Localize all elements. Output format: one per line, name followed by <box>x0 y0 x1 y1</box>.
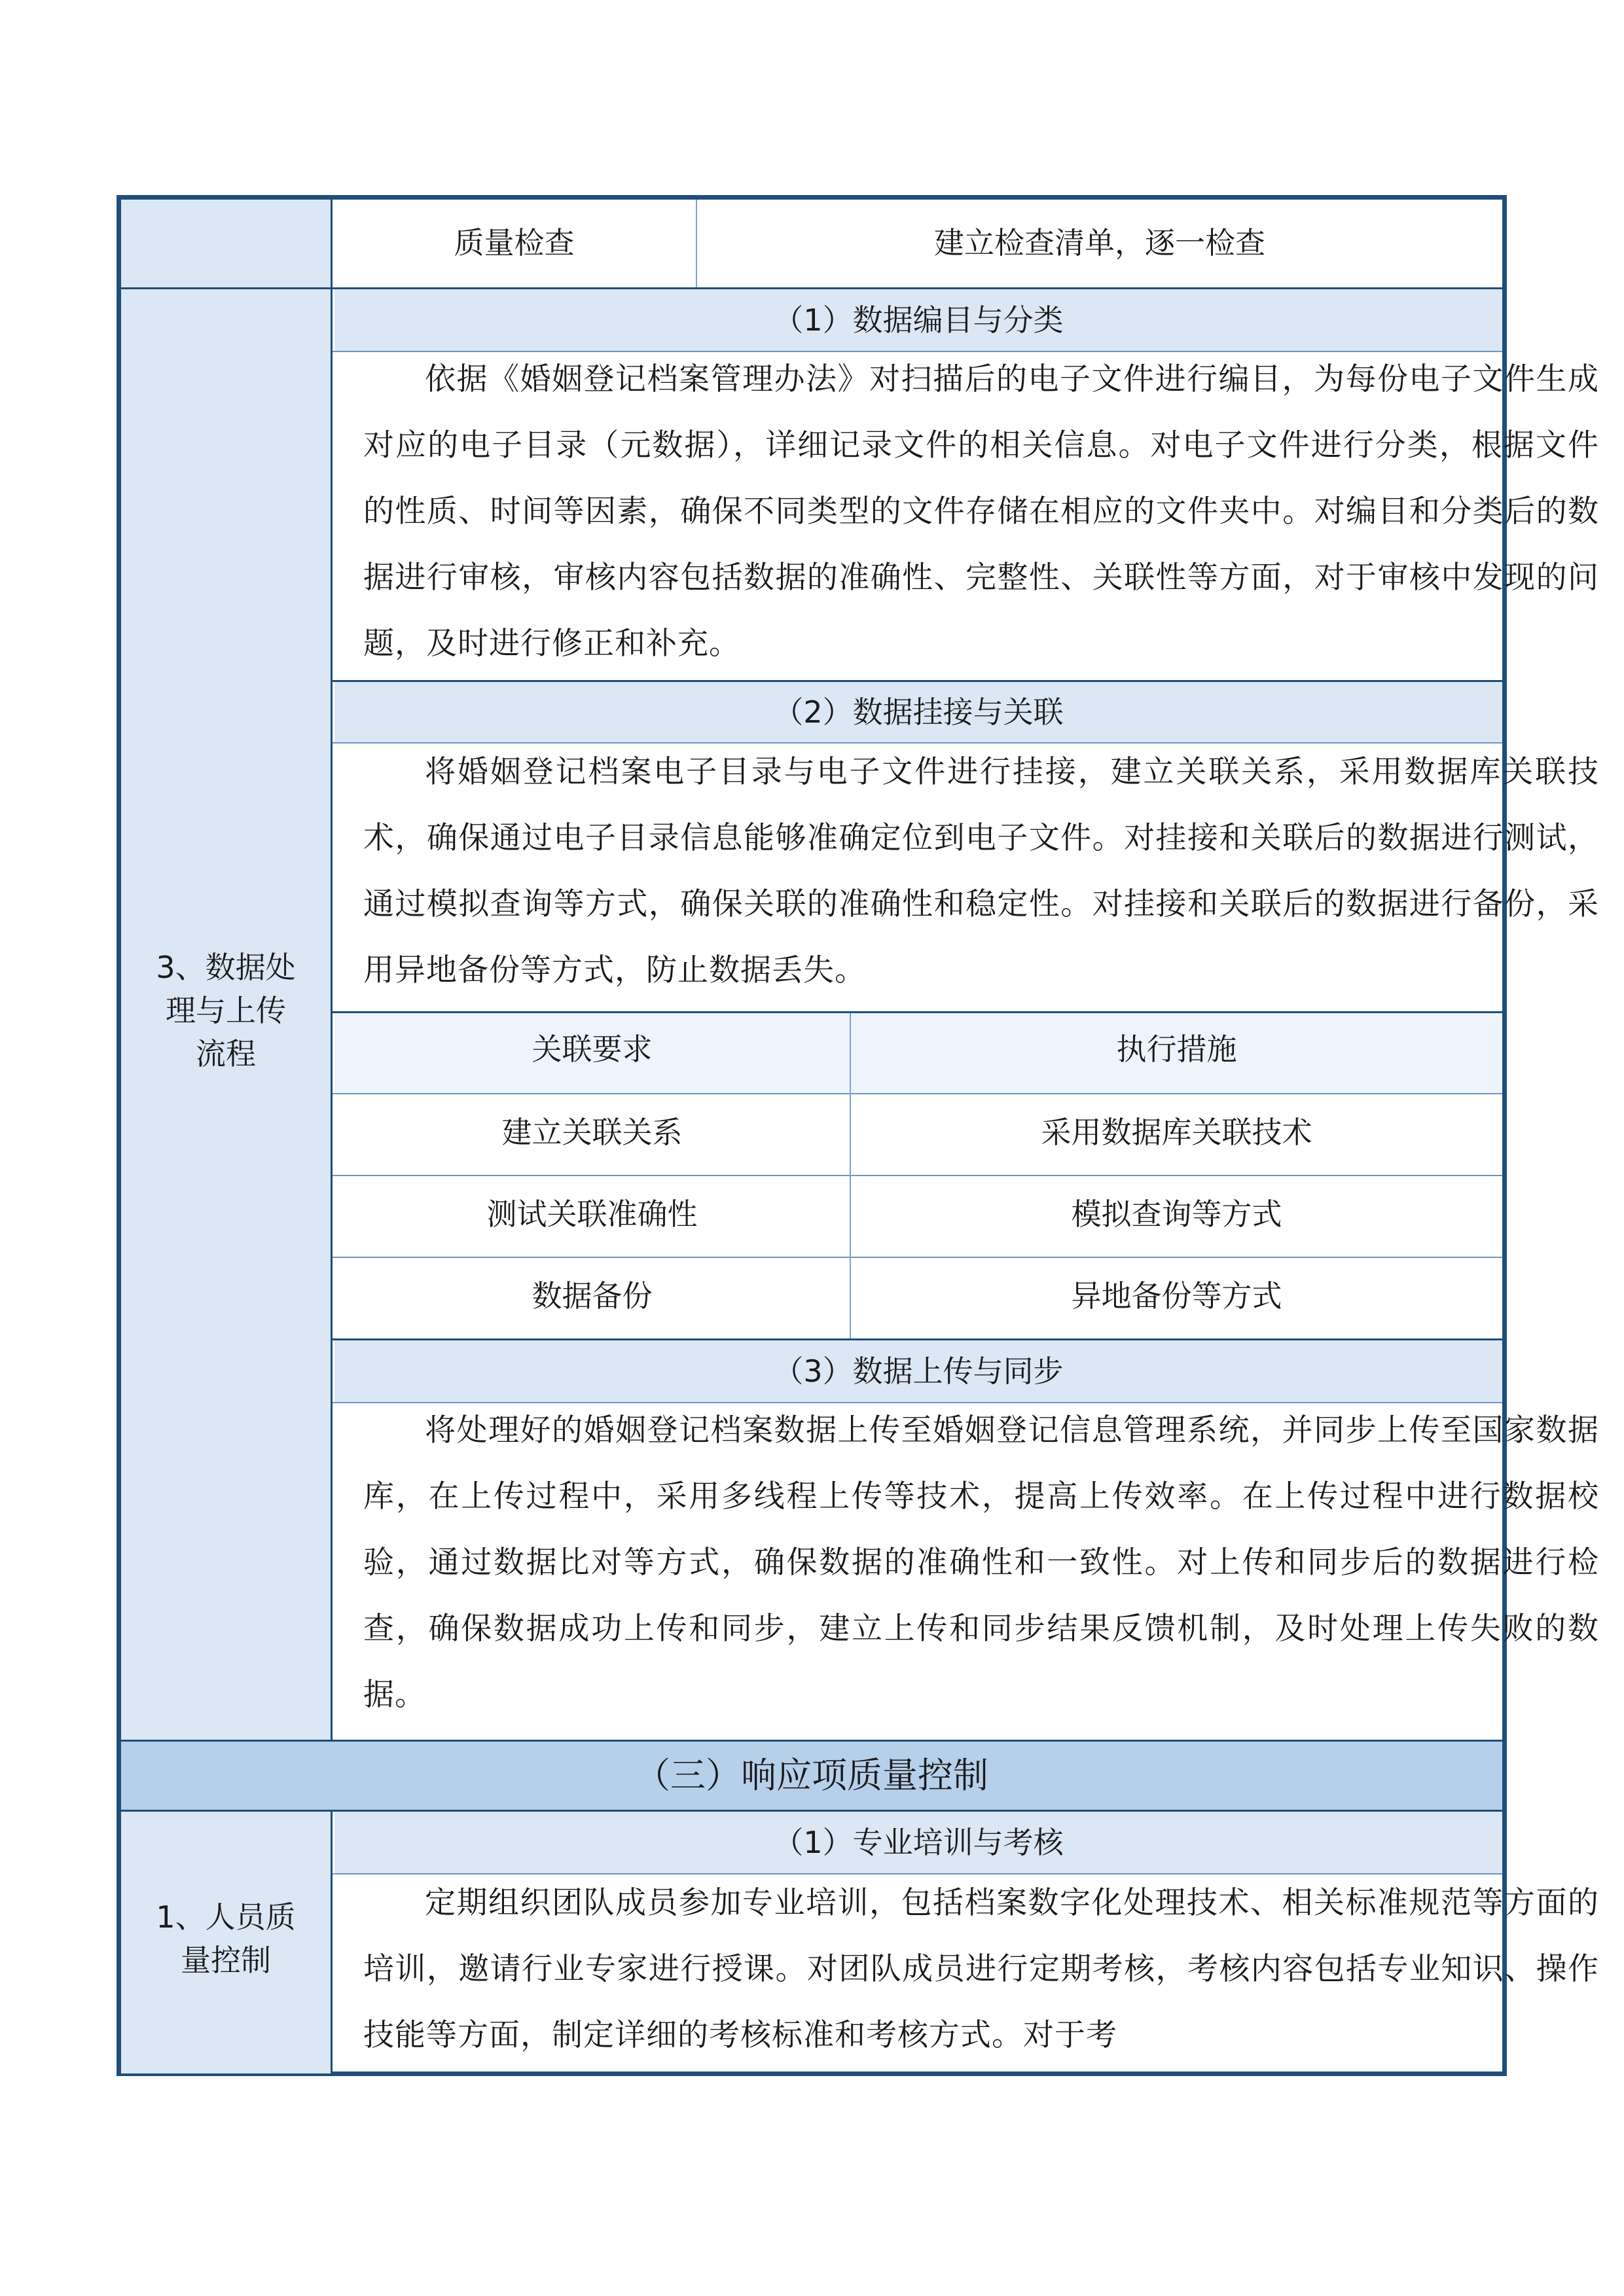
block3-sub3-title: （3）数据上传与同步 <box>334 1340 1502 1402</box>
relation-table-header: 执行措施 <box>1116 1031 1237 1067</box>
block3-sub3-paragraph: 将处理好的婚姻登记档案数据上传至婚姻登记信息管理系统，并同步上传至国家数据库，在上传过程中，采用多线程上传等技术，提高上传效率。在上传过程中进行数据校验，通过数据比对等方式，确保数据的准确性和一致性。对上传和同步后的数据进行检查，确保数据成功上传和同步，建立上传和同步结果反馈机制，及时处理上传失败的数据。 <box>363 1412 1599 1713</box>
divider <box>333 1257 1502 1258</box>
block3-left-cell <box>121 289 333 1740</box>
top-row-left-cell <box>121 200 333 287</box>
relation-table-cell: 异地备份等方式 <box>1071 1278 1282 1314</box>
relation-table-cell: 模拟查询等方式 <box>1071 1196 1282 1232</box>
document-table <box>117 195 1599 2076</box>
block3-left-line: 理与上传 <box>166 993 286 1028</box>
relation-table-cell: 建立关联关系 <box>501 1115 683 1150</box>
divider <box>850 1013 851 1338</box>
divider <box>333 1093 1502 1094</box>
relation-table-cell: 测试关联准确性 <box>486 1196 698 1232</box>
relation-table-cell: 数据备份 <box>532 1278 653 1314</box>
block3-sub2-title: （2）数据挂接与关联 <box>334 682 1502 742</box>
top-row-item: 质量检查 <box>454 225 575 260</box>
block3-left-line: 流程 <box>196 1036 256 1071</box>
block1-left-line: 量控制 <box>181 1943 271 1978</box>
block1-sub1-title: （1）专业培训与考核 <box>334 1812 1502 1873</box>
block3-sub1-paragraph: 依据《婚姻登记档案管理办法》对扫描后的电子文件进行编目，为每份电子文件生成对应的电子目录（元数据），详细记录文件的相关信息。对电子文件进行分类，根据文件的性质、时间等因素，确保不同类型的文件存储在相应的文件夹中。对编目和分类后的数据进行审核，审核内容包括数据的准确性、完整性、关联性等方面，对于审核中发现的问题，及时进行修正和补充。 <box>363 361 1599 662</box>
relation-table-header: 关联要求 <box>532 1031 653 1067</box>
block1-left-label <box>121 1895 331 1982</box>
section-title: （三）响应项质量控制 <box>121 1742 1502 1810</box>
block1-sub1-paragraph: 定期组织团队成员参加专业培训，包括档案数字化处理技术、相关标准规范等方面的培训，邀请行业专家进行授课。对团队成员进行定期考核，考核内容包括专业知识、操作技能等方面，制定详细的考核标准和考核方式。对于考 <box>363 1885 1599 2053</box>
block1-left-cell <box>121 1812 333 2073</box>
block1-left-line: 1、人员质 <box>156 1899 296 1935</box>
relation-table-cell: 采用数据库关联技术 <box>1041 1115 1312 1150</box>
block3-sub1-title: （1）数据编目与分类 <box>334 289 1502 351</box>
block3-left-label <box>121 946 331 1075</box>
top-row-measure: 建立检查清单，逐一检查 <box>934 225 1265 260</box>
divider <box>333 1175 1502 1176</box>
block3-left-line: 3、数据处 <box>156 950 296 985</box>
block3-sub2-paragraph: 将婚姻登记档案电子目录与电子文件进行挂接，建立关联关系，采用数据库关联技术，确保通过电子目录信息能够准确定位到电子文件。对挂接和关联后的数据进行测试，通过模拟查询等方式，确保关联的准确性和稳定性。对挂接和关联后的数据进行备份，采用异地备份等方式，防止数据丢失。 <box>363 754 1599 988</box>
